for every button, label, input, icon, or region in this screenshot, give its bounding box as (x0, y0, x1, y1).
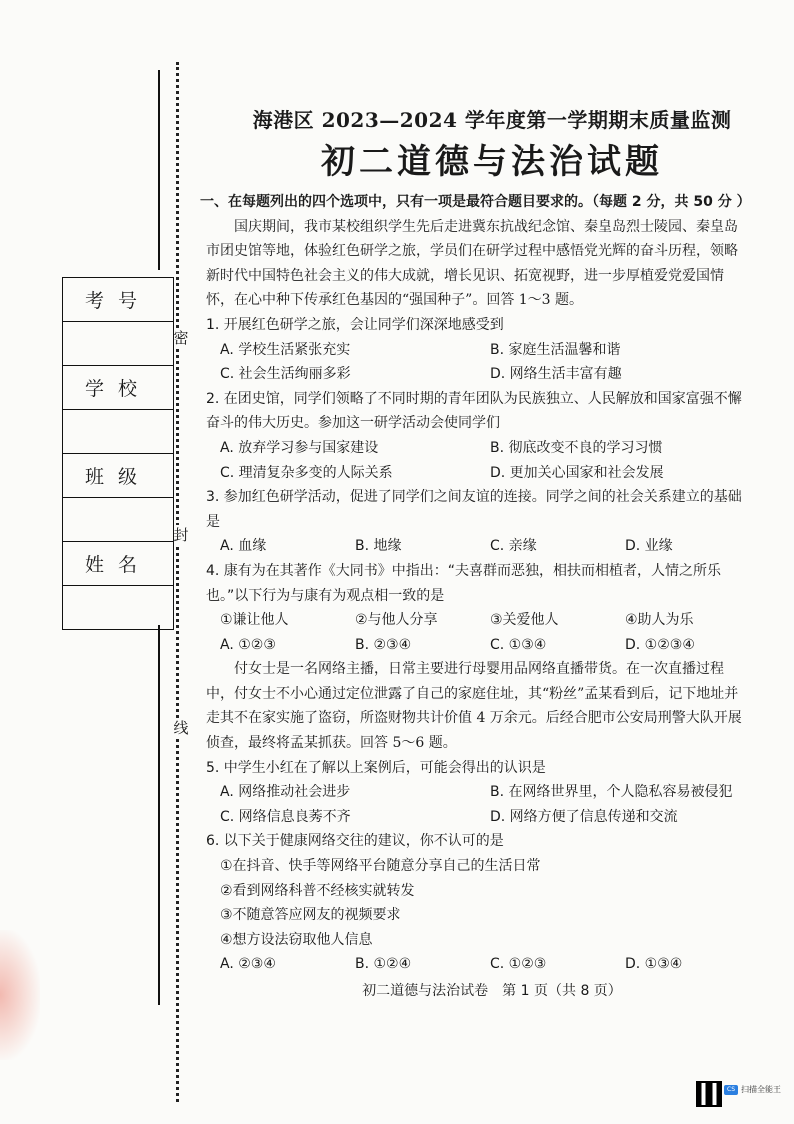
question-5-option-c[interactable]: C. 网络信息良莠不齐 (220, 808, 351, 825)
question-2-options-row-1 (206, 436, 746, 461)
passage-1: 国庆期间，我市某校组织学生先后走进冀东抗战纪念馆、秦皇岛烈士陵园、秦皇岛市团史馆等地，体验红色研学之旅，学员们在研学过程中感悟党光辉的奋斗历程，领略新时代中国特色社会主义的伟大成就，增长见识、拓宽视野，进一步厚植爱党爱国情怀，在心中种下传承红色基因的“强国种子”。回答 1～3 题。 (206, 218, 738, 309)
exam-number-field[interactable] (63, 322, 174, 366)
school-label: 学校 (63, 366, 174, 410)
school-field[interactable] (63, 410, 174, 454)
exam-number-label: 考号 (63, 278, 174, 322)
question-5-options-row-1 (206, 780, 746, 805)
binding-dotted-line (176, 62, 179, 1102)
question-5-option-b[interactable]: B. 在网络世界里，个人隐私容易被侵犯 (490, 784, 733, 801)
question-3-options (206, 534, 746, 559)
question-1-options-row-2 (206, 362, 746, 387)
question-1-option-b[interactable]: B. 家庭生活温馨和谐 (490, 341, 621, 358)
question-6-option-b[interactable]: B. ①②④ (355, 956, 412, 973)
binding-char-mi: 密 (170, 328, 192, 348)
page-edge-smudge (0, 930, 40, 1060)
scanner-logo-icon: CS (724, 1085, 738, 1095)
question-5-option-a[interactable]: A. 网络推动社会进步 (220, 784, 351, 801)
exam-title: 海港区 2023—2024 学年度第一学期期末质量监测 (252, 108, 732, 132)
question-5-options-row-2 (206, 805, 746, 830)
binding-solid-line-bottom (158, 625, 160, 1005)
question-4-option-b[interactable]: B. ②③④ (355, 636, 412, 653)
question-4-option-d[interactable]: D. ①②③④ (625, 636, 695, 653)
question-4-statement-2: ②与他人分享 (355, 612, 438, 629)
question-3-stem: 3. 参加红色研学活动，促进了同学们之间友谊的连接。同学之间的社会关系建立的基础是 (206, 489, 742, 530)
question-1-stem: 1. 开展红色研学之旅，会让同学们深深地感受到 (206, 316, 504, 333)
question-2-option-a[interactable]: A. 放弃学习参与国家建设 (220, 439, 379, 456)
question-4-stem: 4. 康有为在其著作《大同书》中指出：“夫喜群而恶独，相扶而相植者，人情之所乐也。”以下行为与康有为观点相一致的是 (206, 562, 722, 604)
question-2-option-b[interactable]: B. 彻底改变不良的学习习惯 (490, 439, 663, 456)
question-2-option-c[interactable]: C. 理清复杂多变的人际关系 (220, 464, 393, 481)
question-2-options-row-2 (206, 461, 746, 486)
passage-2: 付女士是一名网络主播，日常主要进行母婴用品网络直播带货。在一次直播过程中，付女士不小心通过定位泄露了自己的家庭住址，其“粉丝”孟某看到后，记下地址并走其不在家实施了盗窃，所盗财物共计价值 4 万余元。后经合肥市公安局刑警大队开展侦查，最终将孟某抓获。回答 5～6 题。 (206, 661, 742, 752)
question-3-option-b[interactable]: B. 地缘 (355, 538, 402, 555)
question-6-statement-1: ①在抖音、快手等网络平台随意分享自己的生活日常 (220, 858, 541, 875)
question-4-option-a[interactable]: A. ①②③ (220, 636, 276, 653)
question-1-option-d[interactable]: D. 网络生活丰富有趣 (490, 366, 622, 383)
question-content (200, 190, 751, 977)
question-4-statement-4: ④助人为乐 (625, 612, 694, 629)
scanner-label: 扫描全能王 (741, 1085, 781, 1094)
question-6-option-c[interactable]: C. ①②③ (490, 956, 547, 973)
class-label: 班级 (63, 454, 174, 498)
question-1-option-a[interactable]: A. 学校生活紧张充实 (220, 341, 351, 358)
question-6-statement-4: ④想方设法窃取他人信息 (220, 931, 373, 948)
binding-solid-line-top (158, 70, 160, 270)
question-5-option-d[interactable]: D. 网络方便了信息传递和交流 (490, 808, 678, 825)
scanner-watermark (724, 1084, 781, 1095)
question-6-option-a[interactable]: A. ②③④ (220, 956, 276, 973)
binding-char-feng: 封 (170, 525, 192, 545)
question-5-stem: 5. 中学生小红在了解以上案例后，可能会得出的认识是 (206, 759, 546, 776)
question-1-options-row-1 (206, 338, 746, 363)
question-4-statement-3: ③关爱他人 (490, 612, 559, 629)
question-3-option-d[interactable]: D. 业缘 (625, 538, 673, 555)
section-heading: 一、在每题列出的四个选项中，只有一项是最符合题目要求的。（每题 2 分，共 50 分 ） (200, 194, 751, 210)
binding-char-xian: 线 (170, 718, 192, 738)
question-3-option-c[interactable]: C. 亲缘 (490, 538, 537, 555)
question-6-statement-2: ②看到网络科普不经核实就转发 (220, 882, 415, 899)
question-2-stem: 2. 在团史馆，同学们领略了不同时期的青年团队为民族独立、人民解放和国家富强不懈奋斗的伟大历史。参加这一研学活动会使同学们 (206, 390, 742, 432)
question-2-option-d[interactable]: D. 更加关心国家和社会发展 (490, 464, 664, 481)
page-footer: 初二道德与法治试卷 第 1 页（共 8 页） (362, 983, 622, 999)
question-4-options (206, 633, 746, 658)
question-6-option-d[interactable]: D. ①③④ (625, 956, 683, 973)
question-4-statements (206, 608, 746, 633)
question-4-statement-1: ①谦让他人 (220, 612, 289, 629)
question-1-option-c[interactable]: C. 社会生活绚丽多彩 (220, 366, 351, 383)
class-field[interactable] (63, 498, 174, 542)
question-4-option-c[interactable]: C. ①③④ (490, 636, 547, 653)
question-6-options (206, 952, 746, 977)
subject-title: 初二道德与法治试题 (321, 142, 663, 182)
question-6-stem: 6. 以下关于健康网络交往的建议，你不认可的是 (206, 833, 504, 850)
name-label: 姓名 (63, 542, 174, 586)
student-info-table (62, 277, 174, 630)
name-field[interactable] (63, 586, 174, 630)
qr-code-icon (696, 1081, 722, 1107)
question-3-option-a[interactable]: A. 血缘 (220, 538, 267, 555)
question-6-statement-3: ③不随意答应网友的视频要求 (220, 907, 401, 924)
